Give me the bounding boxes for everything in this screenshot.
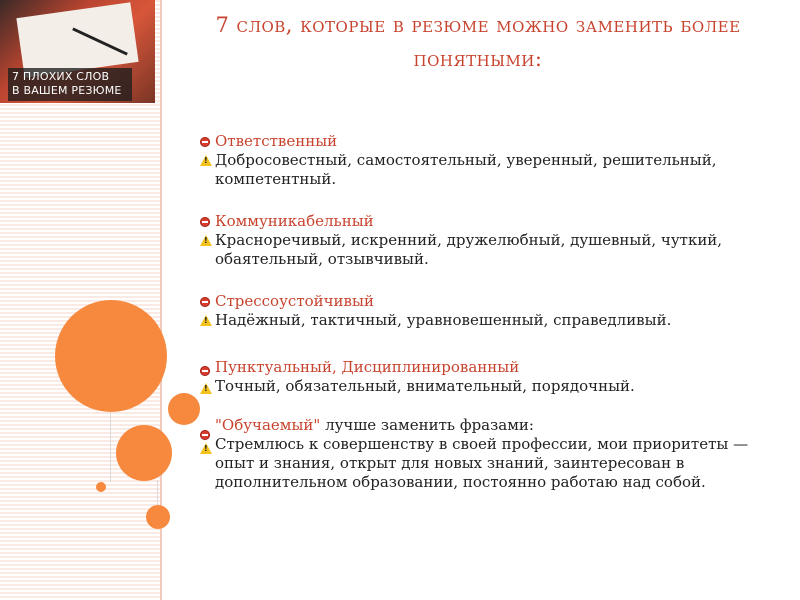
bad-word-row bbox=[200, 132, 770, 151]
replacement-words: Надёжный, тактичный, уравновешенный, справедливый. bbox=[215, 311, 672, 329]
circle-connector-line bbox=[110, 412, 111, 482]
replacement-row bbox=[200, 231, 770, 269]
warning-icon bbox=[200, 235, 212, 246]
warning-icon bbox=[200, 443, 212, 454]
slide-title-line1: 7 слов, которые в резюме можно заменить более bbox=[215, 13, 741, 37]
paper-illustration bbox=[16, 2, 138, 77]
minus-icon bbox=[200, 366, 210, 376]
list-item bbox=[200, 132, 770, 189]
warning-icon bbox=[200, 155, 212, 166]
decorative-circle-medium bbox=[116, 425, 172, 481]
bad-word-row bbox=[200, 416, 770, 435]
image-caption-line2: В ВАШЕМ РЕЗЮМЕ bbox=[12, 84, 122, 97]
image-caption bbox=[12, 70, 132, 98]
replacement-words: Точный, обязательный, внимательный, порядочный. bbox=[215, 377, 635, 395]
replacement-row bbox=[200, 151, 770, 189]
image-caption-line1: 7 ПЛОХИХ СЛОВ bbox=[12, 70, 110, 83]
minus-icon bbox=[200, 297, 210, 307]
list-item bbox=[200, 292, 770, 330]
replacement-words: Стремлюсь к совершенству в своей профессии, мои приоритеты — опыт и знания, открыт для новых знаний, заинтересован в дополнительном образовании, постоянно работаю над собой. bbox=[215, 435, 749, 491]
replacement-row bbox=[200, 311, 770, 330]
list-item bbox=[200, 212, 770, 269]
bad-word: Коммуникабельный bbox=[215, 212, 374, 230]
replacement-row bbox=[200, 435, 770, 492]
bad-word-row bbox=[200, 212, 770, 231]
header-image bbox=[0, 0, 155, 103]
replacement-row bbox=[200, 377, 770, 396]
slide-title bbox=[178, 8, 778, 76]
minus-icon bbox=[200, 137, 210, 147]
bad-word: "Обучаемый" bbox=[215, 416, 321, 434]
warning-icon bbox=[200, 383, 212, 394]
slide-title-line2: понятными: bbox=[413, 47, 543, 71]
minus-icon bbox=[200, 217, 210, 227]
bad-word-note: лучше заменить фразами: bbox=[320, 416, 534, 434]
bad-word: Пунктуальный, Дисциплинированный bbox=[215, 358, 520, 376]
replacement-words: Добросовестный, самостоятельный, уверенный, решительный, компетентный. bbox=[215, 151, 717, 188]
decorative-circle-tiny bbox=[96, 482, 106, 492]
decorative-circle-small bbox=[146, 505, 170, 529]
bad-word-row bbox=[200, 292, 770, 311]
bad-word-row bbox=[200, 358, 770, 377]
decorative-circle-small bbox=[168, 393, 200, 425]
bad-word: Ответственный bbox=[215, 132, 338, 150]
warning-icon bbox=[200, 315, 212, 326]
bad-word: Стрессоустойчивый bbox=[215, 292, 374, 310]
replacement-words: Красноречивый, искренний, дружелюбный, душевный, чуткий, обаятельный, отзывчивый. bbox=[215, 231, 723, 268]
list-item bbox=[200, 416, 770, 492]
list-item bbox=[200, 358, 770, 396]
circle-connector-line bbox=[157, 480, 158, 506]
decorative-circle-large bbox=[55, 300, 167, 412]
